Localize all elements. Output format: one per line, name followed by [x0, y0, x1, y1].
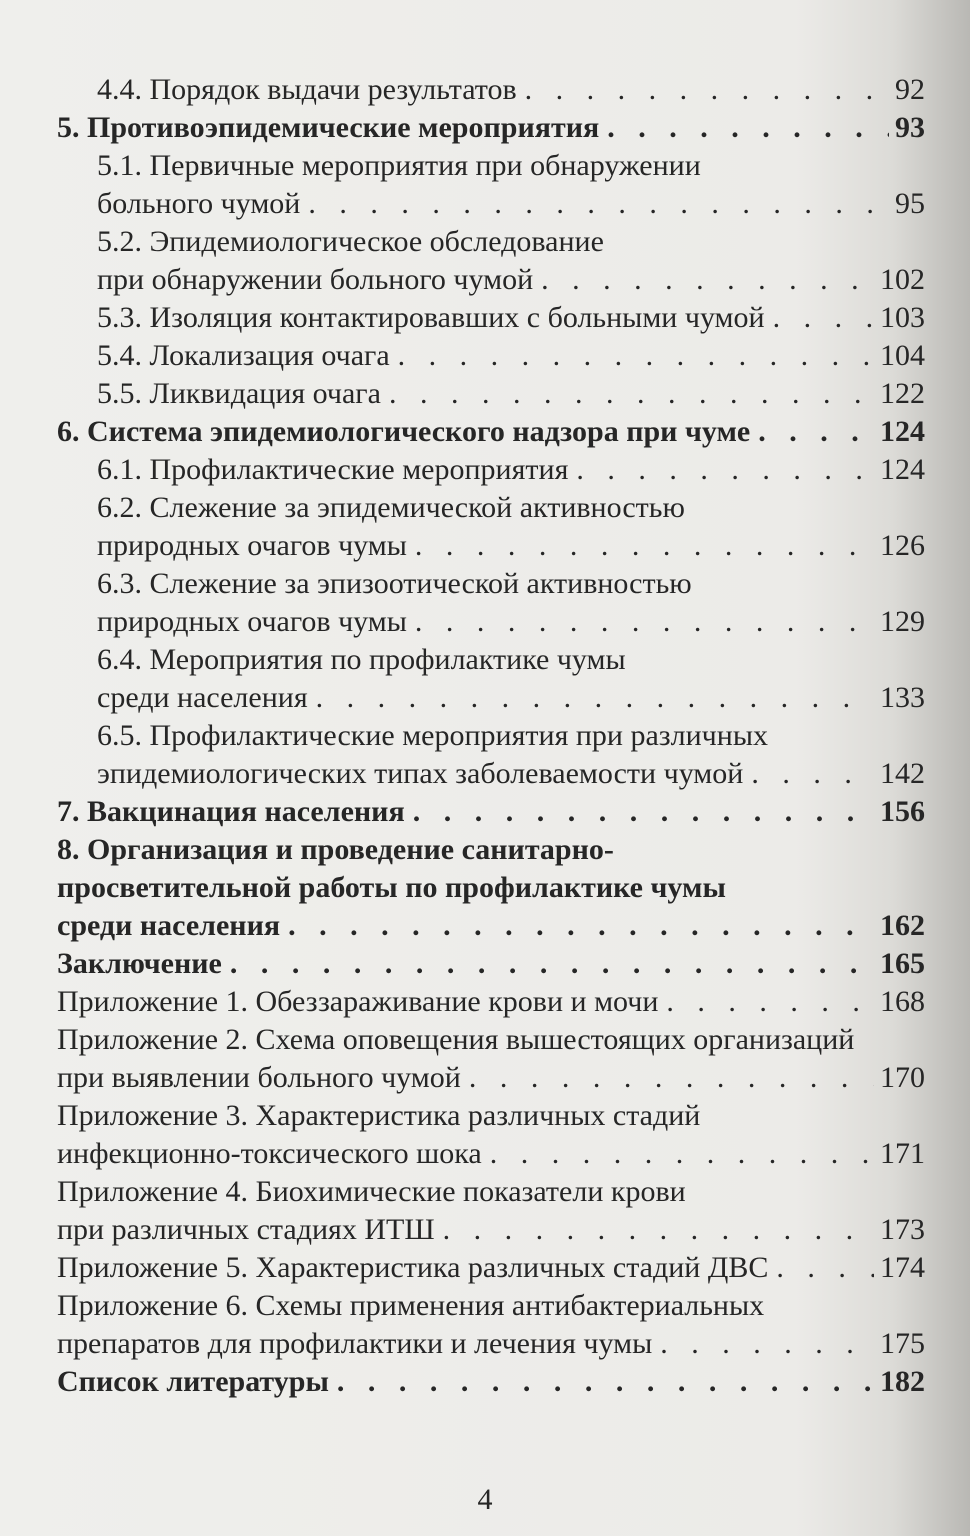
toc-entry-title: 6.4. Мероприятия по профилактике чумы	[97, 643, 626, 676]
toc-page-number: 129	[880, 605, 925, 638]
toc-page-number: 173	[880, 1213, 925, 1246]
toc-entry-line	[97, 375, 925, 413]
toc-page-number: 126	[880, 529, 925, 562]
toc-page-number: 171	[880, 1137, 925, 1170]
toc-entry	[57, 565, 925, 641]
toc-entry-line	[97, 147, 925, 185]
toc-entry-title: при различных стадиях ИТШ	[57, 1213, 435, 1246]
toc-entry-title: Заключение	[57, 947, 222, 980]
toc-page-number: 133	[880, 681, 925, 714]
toc-entry-line	[57, 1021, 925, 1059]
dot-leader	[776, 1249, 874, 1287]
toc-entry-line	[57, 413, 925, 451]
toc-entry-title: 5.5. Ликвидация очага	[97, 377, 381, 410]
toc-entry-line	[57, 793, 925, 831]
toc-entry-title: 6.3. Слежение за эпизоотической активностью	[97, 567, 692, 600]
toc-entry	[57, 983, 925, 1021]
toc-entry-line	[97, 185, 925, 223]
toc-entry-line	[57, 831, 925, 869]
toc-entry-title: Приложение 3. Характеристика различных стадий	[57, 1099, 701, 1132]
dot-leader	[443, 1211, 874, 1249]
dot-leader	[758, 413, 874, 451]
dot-leader	[288, 907, 874, 945]
toc-entry-title: эпидемиологических типах заболеваемости чумой	[97, 757, 744, 790]
toc-entry	[57, 1021, 925, 1097]
toc-entry-title: 5.1. Первичные мероприятия при обнаружении	[97, 149, 701, 182]
toc-page-number: 175	[880, 1327, 925, 1360]
toc-entry	[57, 147, 925, 223]
toc-entry	[57, 1173, 925, 1249]
dot-leader	[398, 337, 874, 375]
toc-entry-title: природных очагов чумы	[97, 605, 407, 638]
toc-entry-title: 4.4. Порядок выдачи результатов	[97, 73, 517, 106]
toc-entry-title: Список литературы	[57, 1365, 329, 1398]
dot-leader	[525, 71, 889, 109]
dot-leader	[576, 451, 874, 489]
dot-leader	[316, 679, 874, 717]
toc-entry	[57, 641, 925, 717]
toc-entry	[57, 717, 925, 793]
toc-page-number: 165	[880, 947, 925, 980]
toc-entry	[57, 337, 925, 375]
toc-entry	[57, 451, 925, 489]
toc-entry-line	[57, 109, 925, 147]
toc-entry-line	[97, 679, 925, 717]
toc-entry	[57, 109, 925, 147]
dot-leader	[337, 1363, 874, 1401]
toc-entry	[57, 1287, 925, 1363]
dot-leader	[541, 261, 874, 299]
toc-entry-title: Приложение 6. Схемы применения антибактериальных	[57, 1289, 765, 1322]
toc-page-number: 162	[880, 909, 925, 942]
toc-page-number: 122	[880, 377, 925, 410]
toc-entry	[57, 375, 925, 413]
toc-entry-line	[57, 1135, 925, 1173]
toc-entry	[57, 945, 925, 983]
toc-page-number: 124	[880, 453, 925, 486]
toc-entry-title: природных очагов чумы	[97, 529, 407, 562]
toc-entry-title: при обнаружении больного чумой	[97, 263, 534, 296]
table-of-contents	[57, 71, 925, 1401]
toc-entry-title: 8. Организация и проведение санитарно-	[57, 833, 614, 866]
toc-entry-line	[57, 1287, 925, 1325]
toc-entry-line	[97, 451, 925, 489]
toc-entry-title: Приложение 4. Биохимические показатели крови	[57, 1175, 686, 1208]
page-number: 4	[477, 1483, 493, 1516]
dot-leader	[666, 983, 874, 1021]
toc-entry	[57, 1363, 925, 1401]
toc-entry-title: при выявлении больного чумой	[57, 1061, 461, 1094]
toc-entry-line	[97, 489, 925, 527]
toc-entry	[57, 793, 925, 831]
toc-entry	[57, 299, 925, 337]
toc-entry	[57, 71, 925, 109]
dot-leader	[308, 185, 889, 223]
toc-page-number: 92	[895, 73, 925, 106]
toc-entry-line	[57, 1325, 925, 1363]
toc-page-number: 156	[880, 795, 925, 828]
toc-entry-line	[97, 261, 925, 299]
toc-entry-title: 5.2. Эпидемиологическое обследование	[97, 225, 604, 258]
toc-entry-line	[57, 869, 925, 907]
dot-leader	[415, 527, 874, 565]
toc-page-number: 170	[880, 1061, 925, 1094]
toc-entry	[57, 1249, 925, 1287]
dot-leader	[230, 945, 874, 983]
toc-entry-title: 6.1. Профилактические мероприятия	[97, 453, 569, 486]
toc-entry-title: Приложение 5. Характеристика различных стадий ДВС	[57, 1251, 769, 1284]
toc-entry-line	[57, 983, 925, 1021]
toc-page-number: 93	[895, 111, 925, 144]
dot-leader	[773, 299, 874, 337]
toc-entry-title: 5. Противоэпидемические мероприятия	[57, 111, 600, 144]
toc-entry-title: 6. Система эпидемиологического надзора при чуме	[57, 415, 751, 448]
toc-entry-title: среди населения	[57, 909, 281, 942]
toc-entry-line	[97, 527, 925, 565]
toc-entry-title: Приложение 2. Схема оповещения вышестоящих организаций	[57, 1023, 855, 1056]
toc-page-number: 168	[880, 985, 925, 1018]
toc-entry	[57, 413, 925, 451]
dot-leader	[415, 603, 874, 641]
toc-entry-line	[57, 1249, 925, 1287]
toc-entry-line	[57, 945, 925, 983]
toc-page-number: 102	[880, 263, 925, 296]
toc-page-number: 174	[880, 1251, 925, 1284]
toc-entry-title: инфекционно-токсического шока	[57, 1137, 482, 1170]
toc-entry-line	[97, 603, 925, 641]
toc-entry-line	[57, 1363, 925, 1401]
toc-entry-line	[97, 755, 925, 793]
dot-leader	[607, 109, 889, 147]
toc-entry-title: препаратов для профилактики и лечения чумы	[57, 1327, 653, 1360]
toc-entry-title: Приложение 1. Обеззараживание крови и мочи	[57, 985, 659, 1018]
toc-entry-line	[97, 71, 925, 109]
toc-page-number: 104	[880, 339, 925, 372]
toc-entry-line	[97, 641, 925, 679]
toc-entry-line	[57, 1097, 925, 1135]
toc-entry-title: 5.3. Изоляция контактировавших с больными чумой	[97, 301, 765, 334]
toc-entry-title: 6.5. Профилактические мероприятия при различных	[97, 719, 768, 752]
toc-entry	[57, 1097, 925, 1173]
toc-entry	[57, 831, 925, 945]
toc-entry-line	[97, 565, 925, 603]
toc-entry-line	[57, 1173, 925, 1211]
dot-leader	[469, 1059, 874, 1097]
dot-leader	[751, 755, 874, 793]
toc-entry-line	[57, 1059, 925, 1097]
toc-entry-title: 5.4. Локализация очага	[97, 339, 390, 372]
toc-entry	[57, 223, 925, 299]
toc-entry-line	[57, 907, 925, 945]
toc-page-number: 142	[880, 757, 925, 790]
dot-leader	[490, 1135, 874, 1173]
toc-entry-title: 7. Вакцинация населения	[57, 795, 405, 828]
toc-entry	[57, 489, 925, 565]
dot-leader	[389, 375, 874, 413]
toc-entry-line	[97, 717, 925, 755]
toc-entry-line	[57, 1211, 925, 1249]
toc-entry-title: 6.2. Слежение за эпидемической активностью	[97, 491, 685, 524]
toc-entry-line	[97, 299, 925, 337]
dot-leader	[660, 1325, 874, 1363]
toc-entry-line	[97, 337, 925, 375]
toc-entry-line	[97, 223, 925, 261]
toc-entry-title: больного чумой	[97, 187, 301, 220]
toc-entry-title: просветительной работы по профилактике чумы	[57, 871, 726, 904]
toc-page-number: 182	[880, 1365, 925, 1398]
toc-page-number: 103	[880, 301, 925, 334]
toc-page-number: 95	[895, 187, 925, 220]
toc-page-number: 124	[880, 415, 925, 448]
toc-entry-title: среди населения	[97, 681, 308, 714]
dot-leader	[413, 793, 874, 831]
